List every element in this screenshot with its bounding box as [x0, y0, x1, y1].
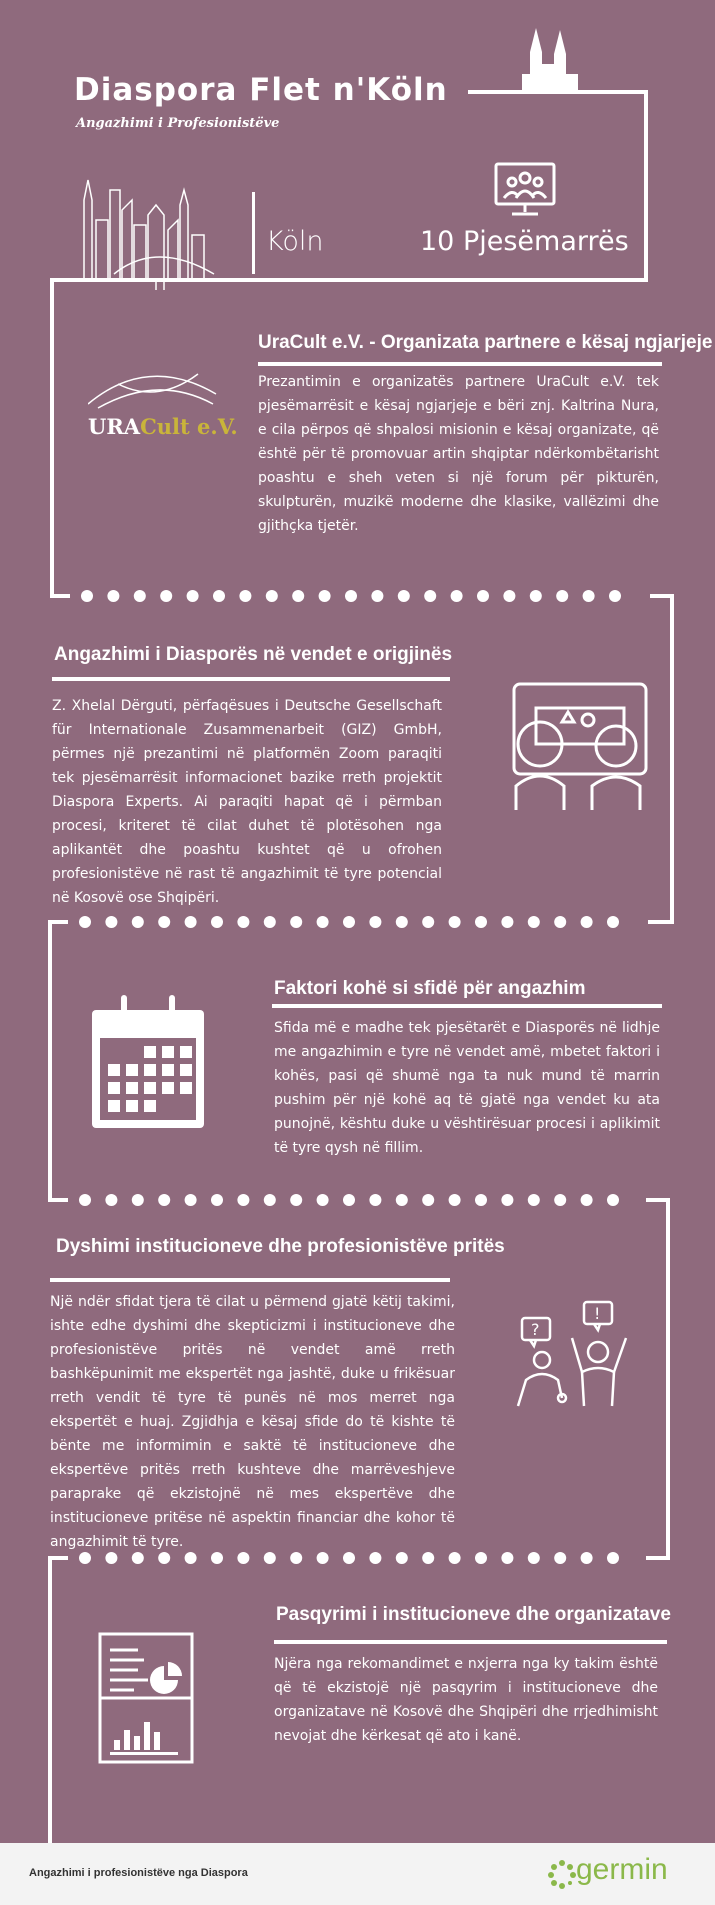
separator-dot	[449, 916, 461, 928]
separator-dot	[554, 1552, 566, 1564]
section-5-title: Pasqyrimi i institucioneve dhe organizatave	[276, 1604, 671, 1625]
city-label: Köln	[266, 226, 324, 257]
section-1-text: Prezantimin e organizatës partnere UraCult e.V. tek pjesëmarrësit e kësaj ngjarjeje e bëri znj. Kaltrina Nura, e cila përpos që shpalosi misionin e kësaj organizate, që është për të promovuar artin shqiptar ndërkombëtarisht poashtu e sheh veten si një forum për pikturën, skulpturën, muzikë moderne dhe klasike, vallëzimi dhe gjithçka tjetër.	[258, 374, 659, 534]
calendar-day	[162, 1046, 174, 1058]
section-5-text: Njëra nga rekomandimet e nxjerra nga ky takim është që të ekzistojë një pasqyrim i institucioneve dhe organizatave në Kosovë dhe Shqipëri dhe rrjedhimisht nevojat dhe kërkesat që ato i kanë.	[274, 1656, 658, 1744]
section-4-underline	[50, 1278, 450, 1282]
separator-dot	[556, 590, 568, 602]
separator-dot	[554, 916, 566, 928]
skyline-icon	[74, 170, 234, 290]
calendar-icon	[90, 994, 206, 1128]
separator-dot	[213, 590, 225, 602]
video-call-icon	[512, 682, 648, 812]
separator-dot	[239, 590, 251, 602]
section-2-title: Angazhimi i Diasporës në vendet e origjinës	[54, 644, 453, 665]
calendar-day	[180, 1064, 192, 1076]
separator-dot	[134, 590, 146, 602]
separator-dot	[290, 916, 302, 928]
separator-dot	[477, 590, 489, 602]
calendar-day	[162, 1064, 174, 1076]
calendar-day	[108, 1082, 120, 1094]
separator-dot	[501, 1194, 513, 1206]
separator-dot	[185, 1194, 197, 1206]
separator-dot	[185, 916, 197, 928]
separator-dot	[292, 590, 304, 602]
separator-dot	[398, 590, 410, 602]
header-divider	[252, 192, 255, 274]
separator-dot	[449, 1194, 461, 1206]
calendar-day	[180, 1082, 192, 1094]
separator-dot	[424, 590, 436, 602]
video-meeting-icon	[494, 162, 556, 218]
separator-dot	[158, 916, 170, 928]
uracult-logo-cult: Cult e.V.	[140, 414, 238, 439]
separator-dot	[451, 590, 463, 602]
calendar-day	[180, 1046, 192, 1058]
separator-dot	[503, 590, 515, 602]
separator-dot	[264, 916, 276, 928]
section-1-underline	[258, 362, 662, 366]
section-2-underline	[52, 677, 450, 681]
separator-dot	[607, 916, 619, 928]
separator-dot	[319, 590, 331, 602]
calendar-day	[126, 1064, 138, 1076]
report-chart-icon	[98, 1632, 194, 1764]
section-3-underline	[272, 1004, 662, 1008]
separator-dot	[530, 590, 542, 602]
svg-text:!: !	[594, 1304, 601, 1323]
separator-dot	[343, 1194, 355, 1206]
footer	[0, 1843, 715, 1905]
separator-dot	[158, 1194, 170, 1206]
separator-dot	[422, 1194, 434, 1206]
separator-dot	[528, 916, 540, 928]
footer-text: Angazhimi i profesionistëve nga Diaspora	[29, 1867, 248, 1879]
separator-dot	[581, 1194, 593, 1206]
separator-dot	[369, 1194, 381, 1206]
calendar-day	[144, 1064, 156, 1076]
separator-dot	[105, 916, 117, 928]
separator-dot	[237, 916, 249, 928]
separator-dot	[607, 1552, 619, 1564]
separator-dot	[501, 916, 513, 928]
separator-dot	[345, 590, 357, 602]
separator-dot	[132, 1194, 144, 1206]
separator-dot	[81, 590, 93, 602]
separator-dot	[105, 1194, 117, 1206]
separator-dot	[317, 916, 329, 928]
section-5-underline	[274, 1640, 667, 1644]
germin-logo-icon	[548, 1859, 576, 1889]
separator-dot	[343, 916, 355, 928]
separator-dot	[211, 1194, 223, 1206]
section-4-title: Dyshimi institucioneve dhe profesionistëve pritës	[56, 1236, 505, 1257]
separator-dot	[607, 1194, 619, 1206]
calendar-day	[126, 1100, 138, 1112]
separator-dot	[160, 590, 172, 602]
separator-dot	[475, 916, 487, 928]
section-3-title: Faktori kohë si sfidë për angazhim	[274, 978, 586, 999]
separator-dot	[132, 916, 144, 928]
separator-dot	[369, 916, 381, 928]
separator-dot	[528, 1194, 540, 1206]
separator-dot	[396, 916, 408, 928]
uracult-swoosh-icon	[88, 364, 218, 414]
separator-dot	[187, 590, 199, 602]
separator-dot	[266, 590, 278, 602]
separator-dot	[317, 1194, 329, 1206]
page-subtitle: Angazhimi i Profesionistëve	[76, 116, 280, 131]
separator-dot	[211, 916, 223, 928]
germin-brand: germin	[576, 1853, 668, 1886]
separator-dot	[528, 1552, 540, 1564]
separator-dot	[475, 1194, 487, 1206]
section-1-title: UraCult e.V. - Organizata partnere e kësaj ngjarjeje	[258, 332, 713, 353]
section-3-text: Sfida më e madhe tek pjesëtarët e Diasporës në lidhje me angazhimin e tyre në vendet amë, mbetet faktori i kohës, pasi që shumë nga ta nuk mund të marrin pushim për një kohë aq të gjatë nga vendet ku ata punojnë, kështu duke u vështirësuar procesi i aplikimit të tyre qysh në fillim.	[274, 1020, 660, 1156]
question-people-icon	[512, 1298, 636, 1408]
separator-dot	[609, 590, 621, 602]
separator-dot	[581, 1552, 593, 1564]
separator-dot	[475, 1552, 487, 1564]
separator-dot	[107, 590, 119, 602]
separator-dot	[264, 1194, 276, 1206]
page-title: Diaspora Flet n'Köln	[74, 72, 448, 108]
separator-dot	[79, 916, 91, 928]
svg-text:?: ?	[531, 1320, 540, 1339]
separator-dot	[371, 590, 383, 602]
calendar-day	[162, 1082, 174, 1094]
section-4-text: Një ndër sfidat tjera të cilat u përmend gjatë këtij takimi, ishte edhe dyshimi dhe skepticizmi i institucioneve dhe profesionistëve pritës në vendet amë rreth bashkëpunimit me ekspertët nga jashtë, duke u frikësuar rreth vendit të tyre të punës në mos merret nga ekspertët e huaj. Zgjidhja e kësaj sfide do të kishte të bënte me informimin e saktë të institucioneve dhe ekspertëve pritës rreth kushteve dhe marrëveshjeve paraprake që ekzistojnë në mes ekspertëve dhe institucioneve pritëse në aspektin financiar dhe kohor të angazhimit të tyre.	[50, 1294, 455, 1550]
section-2-text: Z. Xhelal Dërguti, përfaqësues i Deutsche Gesellschaft für Internationale Zusammenarbeit (GIZ) GmbH, përmes një prezantimi në platformën Zoom paraqiti tek pjesëmarrësit informacionet bazike rreth projektit Diaspora Experts. Ai paraqiti hapat që i përmban procesi, kriteret të cilat duhet të plotësohen nga aplikantët dhe poashtu kushtet që u ofrohen profesionistëve në rast të angazhimit të tyre potencial në Kosovë ose Shqipëri.	[52, 698, 442, 906]
calendar-day	[144, 1100, 156, 1112]
calendar-day	[144, 1082, 156, 1094]
calendar-day	[126, 1082, 138, 1094]
separator-dot	[422, 916, 434, 928]
calendar-day	[144, 1046, 156, 1058]
separator-dot	[79, 1194, 91, 1206]
separator-dot	[237, 1194, 249, 1206]
separator-dot	[581, 916, 593, 928]
calendar-day	[108, 1100, 120, 1112]
participants-label: 10 Pjesëmarrës	[420, 226, 629, 257]
separator-dot	[290, 1194, 302, 1206]
calendar-day	[108, 1064, 120, 1076]
cathedral-icon	[522, 28, 582, 92]
separator-dot	[583, 590, 595, 602]
uracult-logo-ura: URA	[88, 414, 141, 439]
separator-dot	[554, 1194, 566, 1206]
separator-dot	[501, 1552, 513, 1564]
uracult-logo	[88, 414, 238, 439]
separator-dot	[396, 1194, 408, 1206]
